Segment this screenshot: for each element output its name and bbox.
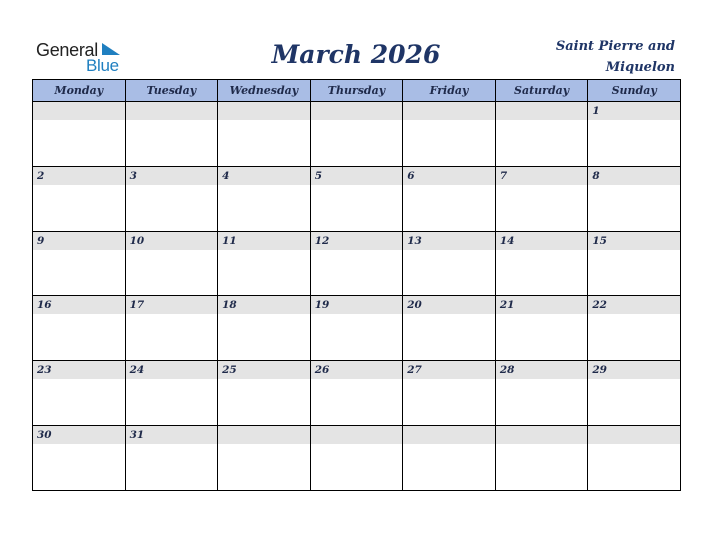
day-cell <box>588 425 681 490</box>
day-number: 8 <box>588 167 680 185</box>
day-number <box>311 102 403 120</box>
week-row <box>33 231 681 296</box>
day-cell <box>33 102 126 167</box>
day-cell <box>125 425 218 490</box>
weekday-header-row <box>33 80 681 102</box>
day-number: 19 <box>311 296 403 314</box>
day-number: 29 <box>588 361 680 379</box>
day-cell <box>588 231 681 296</box>
day-number: 16 <box>33 296 125 314</box>
day-cell <box>33 231 126 296</box>
weekday-header: Monday <box>33 80 126 102</box>
day-cell <box>218 425 311 490</box>
day-cell <box>495 231 588 296</box>
week-row <box>33 102 681 167</box>
day-cell <box>310 102 403 167</box>
day-number <box>126 102 218 120</box>
day-number: 7 <box>496 167 588 185</box>
day-cell <box>588 296 681 361</box>
day-cell <box>33 166 126 231</box>
day-number: 17 <box>126 296 218 314</box>
day-cell <box>218 296 311 361</box>
day-cell <box>495 361 588 426</box>
day-cell <box>403 166 496 231</box>
day-cell <box>125 296 218 361</box>
day-number: 4 <box>218 167 310 185</box>
day-number: 14 <box>496 232 588 250</box>
day-number <box>218 102 310 120</box>
day-cell <box>588 102 681 167</box>
day-cell <box>125 231 218 296</box>
day-number: 25 <box>218 361 310 379</box>
day-cell <box>310 361 403 426</box>
calendar-title: March 2026 <box>271 40 441 69</box>
day-number: 3 <box>126 167 218 185</box>
day-cell <box>125 102 218 167</box>
day-number: 22 <box>588 296 680 314</box>
day-number <box>496 426 588 444</box>
day-cell <box>310 231 403 296</box>
day-number: 11 <box>218 232 310 250</box>
day-number <box>33 102 125 120</box>
day-number: 23 <box>33 361 125 379</box>
day-cell <box>588 361 681 426</box>
day-number: 15 <box>588 232 680 250</box>
logo-text-general: General <box>36 40 98 60</box>
day-cell <box>403 102 496 167</box>
weekday-header: Tuesday <box>125 80 218 102</box>
day-cell <box>310 425 403 490</box>
week-row <box>33 296 681 361</box>
day-cell <box>403 361 496 426</box>
day-cell <box>495 425 588 490</box>
day-cell <box>125 166 218 231</box>
day-cell <box>403 231 496 296</box>
day-number <box>403 102 495 120</box>
weekday-header: Sunday <box>588 80 681 102</box>
month-calendar-grid <box>32 79 681 491</box>
week-row <box>33 361 681 426</box>
day-number: 27 <box>403 361 495 379</box>
day-number: 24 <box>126 361 218 379</box>
weekday-header: Thursday <box>310 80 403 102</box>
day-cell <box>403 296 496 361</box>
weekday-header: Wednesday <box>218 80 311 102</box>
day-cell <box>218 166 311 231</box>
week-row <box>33 166 681 231</box>
day-number <box>403 426 495 444</box>
day-number: 10 <box>126 232 218 250</box>
day-cell <box>588 166 681 231</box>
day-number: 12 <box>311 232 403 250</box>
day-cell <box>125 361 218 426</box>
day-cell <box>495 166 588 231</box>
day-number <box>311 426 403 444</box>
day-number <box>218 426 310 444</box>
day-number: 26 <box>311 361 403 379</box>
day-cell <box>495 102 588 167</box>
day-number: 6 <box>403 167 495 185</box>
day-cell <box>33 296 126 361</box>
logo-text-blue: Blue <box>86 56 119 75</box>
day-number: 9 <box>33 232 125 250</box>
day-cell <box>403 425 496 490</box>
region-label: Saint Pierre and Miquelon <box>555 39 675 75</box>
day-cell <box>218 361 311 426</box>
day-cell <box>495 296 588 361</box>
day-number: 28 <box>496 361 588 379</box>
day-cell <box>310 296 403 361</box>
day-cell <box>33 361 126 426</box>
day-number <box>496 102 588 120</box>
day-number: 2 <box>33 167 125 185</box>
day-cell <box>218 231 311 296</box>
weekday-header: Saturday <box>495 80 588 102</box>
day-cell <box>310 166 403 231</box>
day-cell <box>33 425 126 490</box>
calendar-body <box>33 102 681 491</box>
day-number: 5 <box>311 167 403 185</box>
weekday-header: Friday <box>403 80 496 102</box>
day-number <box>588 426 680 444</box>
day-number: 31 <box>126 426 218 444</box>
day-cell <box>218 102 311 167</box>
day-number: 30 <box>33 426 125 444</box>
week-row <box>33 425 681 490</box>
day-number: 13 <box>403 232 495 250</box>
day-number: 21 <box>496 296 588 314</box>
day-number: 18 <box>218 296 310 314</box>
day-number: 1 <box>588 102 680 120</box>
day-number: 20 <box>403 296 495 314</box>
